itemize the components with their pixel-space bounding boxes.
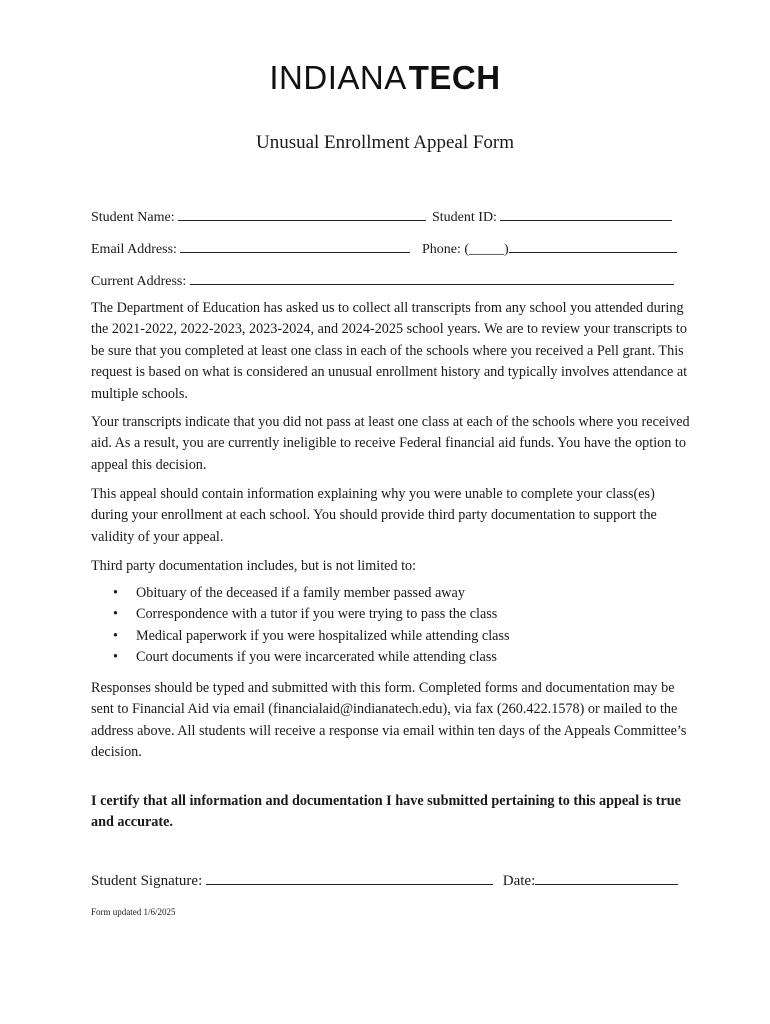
signature-label: Student Signature: xyxy=(91,873,203,889)
student-name-label: Student Name: xyxy=(91,210,175,225)
phone-label: Phone: (_____) xyxy=(422,242,509,257)
form-title: Unusual Enrollment Appeal Form xyxy=(255,132,515,153)
email-field[interactable] xyxy=(91,240,410,259)
paragraph-department: The Department of Education has asked us to collect all transcripts from any school you attended during the 2021-2022, 2022-2023, 2023-2024, and 2024-2025 school years. We are to review your transcripts to be sure that you completed at least one class in each of the schools where you received a Pell grant. This request is based on what is considered an unusual enrollment history and typically involves attendance at multiple schools. xyxy=(91,300,688,402)
list-item: • Correspondence with a tutor if you were trying to pass the class xyxy=(113,606,498,623)
student-name-line[interactable] xyxy=(178,208,426,221)
email-label: Email Address: xyxy=(91,242,177,257)
student-id-line[interactable] xyxy=(500,208,672,221)
form-updated-note: Form updated 1/6/2025 xyxy=(91,907,176,917)
signature-line[interactable] xyxy=(206,871,493,885)
phone-field[interactable] xyxy=(422,240,677,259)
student-id-label: Student ID: xyxy=(432,210,497,225)
certification-statement: I certify that all information and documentation I have submitted pertaining to this appeal is true and accurate. xyxy=(91,793,681,831)
student-name-field[interactable] xyxy=(91,208,426,227)
student-id-field[interactable] xyxy=(432,208,672,227)
documentation-list xyxy=(91,583,691,669)
address-field[interactable] xyxy=(91,272,674,291)
email-line[interactable] xyxy=(180,240,410,253)
signature-row xyxy=(91,871,678,891)
address-line[interactable] xyxy=(190,272,674,285)
phone-line[interactable] xyxy=(509,240,677,253)
address-label: Current Address: xyxy=(91,274,187,289)
list-item: • Obituary of the deceased if a family member passed away xyxy=(113,585,465,601)
paragraph-third-party: Third party documentation includes, but is not limited to: xyxy=(91,558,417,574)
paragraph-appeal: This appeal should contain information explaining why you were unable to complete your class(es) during your enrollment at each school. You should provide third party documentation to support the validity of your appeal. xyxy=(91,486,657,545)
list-item: • Medical paperwork if you were hospitalized while attending class xyxy=(113,627,510,644)
date-label: Date: xyxy=(502,873,536,889)
list-item: • Court documents if you were incarcerated while attending class xyxy=(113,649,497,666)
paragraph-responses: Responses should be typed and submitted with this form. Completed forms and documentation may be sent to Financial Aid via email (financialaid@indianatech.edu), via fax (260.422.1578) or mailed to the address above. All students will receive a response via email within ten days of the Appeals Committee’s decision. xyxy=(91,680,687,761)
paragraph-transcripts: Your transcripts indicate that you did not pass at least one class at each of the schools where you received aid. As a result, you are currently ineligible to receive Federal financial aid funds. You have the option to appeal this decision. xyxy=(91,414,690,473)
date-line[interactable] xyxy=(535,871,678,885)
indiana-tech-logo: INDIANATECH xyxy=(269,59,501,96)
